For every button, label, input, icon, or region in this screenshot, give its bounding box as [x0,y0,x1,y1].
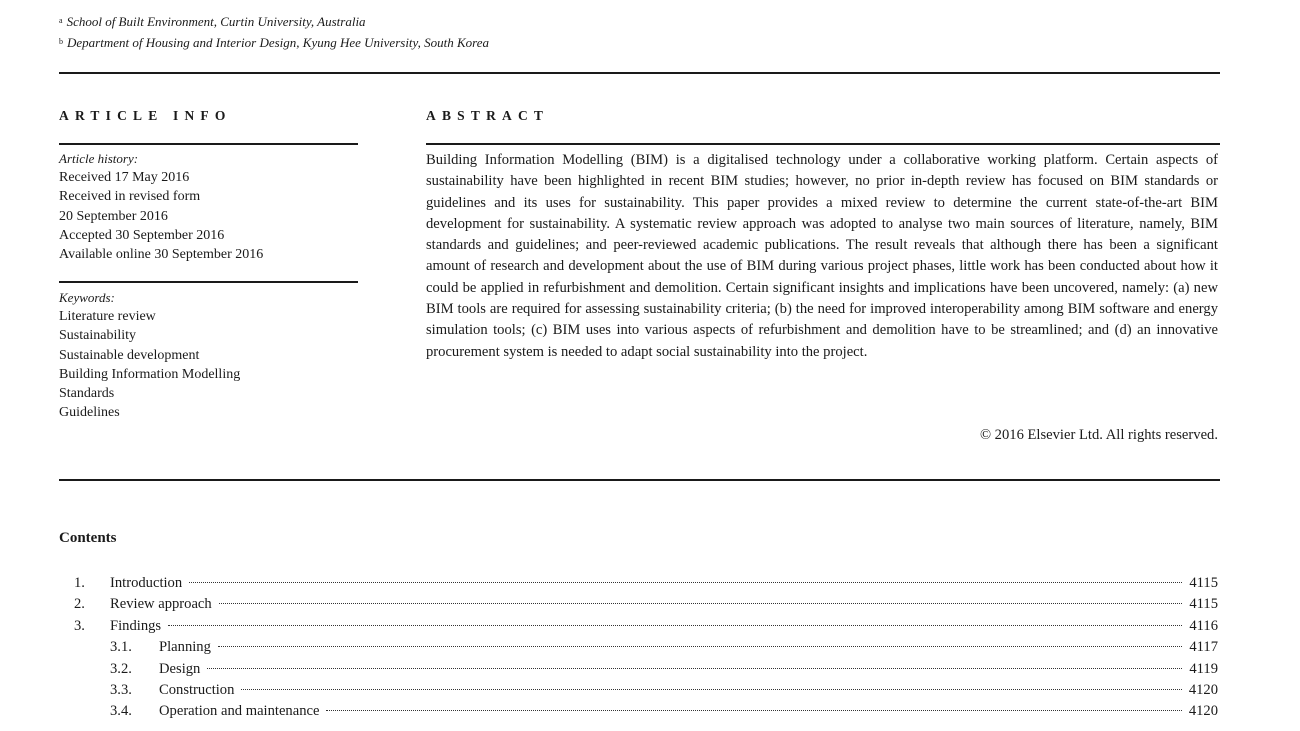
article-history [59,149,358,264]
toc-page: 4115 [1189,596,1218,612]
abstract-heading: ABSTRACT [426,108,550,123]
toc-number: 3.3. [110,682,132,698]
abstract-text: Building Information Modelling (BIM) is a digitalised technology under a collaborative working platform. Certain aspects of sustainability have been highlighted in recent BIM studies; however, no prior in-depth review has focused on BIM standards or guidelines and its uses for sustainability. This paper provides a mixed review to determine the current state-of-the-art BIM development for sustainability. A systematic review approach was adopted to analyse two main sources of literature, namely, BIM standards and guidelines; and peer-reviewed academic publications. The result reveals that although there has been a significant amount of research and development about the use of BIM during various project phases, little work has been conducted about how it could be applied in refurbishment and demolition. Certain significant insights and implications have been uncovered, namely: (a) new BIM tools are required for assessing sustainability criteria; (b) the need for improved interoperability among BIM software and energy simulation tools; (c) BIM uses into various aspects of refurbishment and demolition have to be streamlined; and (d) an innovative procurement system is needed to adapt social sustainability into the project. [426,152,1218,360]
toc-entry[interactable] [110,680,1218,701]
abstract-end-divider [59,479,1220,481]
history-label: Article history: [59,151,139,166]
toc-title: Operation and maintenance [159,703,320,719]
history-line: Accepted 30 September 2016 [59,227,225,243]
toc-title: Findings [110,618,162,634]
toc-leader [189,582,1182,583]
keyword: Sustainable development [59,347,200,363]
toc-leader [168,625,1182,626]
toc-entry[interactable] [110,637,1218,658]
keyword: Literature review [59,309,156,325]
keyword: Building Information Modelling [59,366,241,382]
affiliation-mark: a [59,16,63,25]
header-divider [59,72,1220,74]
toc-title: Review approach [110,596,212,612]
keywords-divider [59,281,358,283]
toc-number: 3.2. [110,661,132,677]
toc-entry[interactable] [74,573,1218,594]
history-line: Received in revised form [59,189,201,205]
copyright: © 2016 Elsevier Ltd. All rights reserved. [979,427,1218,443]
toc-entry[interactable] [74,616,1218,637]
keyword: Sustainability [59,328,136,344]
toc-entry[interactable] [110,659,1218,680]
toc-page: 4117 [1189,639,1218,655]
keyword: Standards [59,386,115,402]
toc-leader [241,689,1181,690]
toc-number: 3.4. [110,703,132,719]
toc-title: Introduction [110,575,183,591]
toc-page: 4120 [1188,682,1218,698]
history-line: 20 September 2016 [59,208,168,224]
toc-entry[interactable] [110,701,1218,722]
toc-title: Design [159,661,201,677]
affiliation-a [59,14,366,30]
abstract-divider [426,143,1220,145]
toc-leader [218,646,1182,647]
toc-page: 4115 [1189,575,1218,591]
history-line: Available online 30 September 2016 [59,247,264,263]
toc-page: 4119 [1189,661,1218,677]
article-info-divider [59,143,358,145]
toc-title: Planning [159,639,211,655]
keywords-list [59,288,358,422]
toc-number: 3.1. [110,639,132,655]
keyword: Guidelines [59,405,120,421]
contents-title: Contents [59,530,117,546]
toc-number: 1. [74,575,85,591]
toc-leader [326,710,1181,711]
toc-page: 4116 [1189,618,1218,634]
affiliation-text: Department of Housing and Interior Design, Kyung Hee University, South Korea [67,35,489,50]
toc-number: 2. [74,596,85,612]
article-info-heading: ARTICLE INFO [59,108,232,123]
keywords-label: Keywords: [59,290,115,305]
toc-leader [207,668,1182,669]
toc-title: Construction [159,682,235,698]
toc-leader [219,603,1183,604]
toc-number: 3. [74,618,85,634]
toc-page: 4120 [1188,703,1218,719]
history-line: Received 17 May 2016 [59,170,190,186]
affiliation-mark: b [59,37,63,46]
affiliation-text: School of Built Environment, Curtin University, Australia [66,14,366,29]
affiliation-b [59,35,489,51]
toc-entry[interactable] [74,594,1218,615]
